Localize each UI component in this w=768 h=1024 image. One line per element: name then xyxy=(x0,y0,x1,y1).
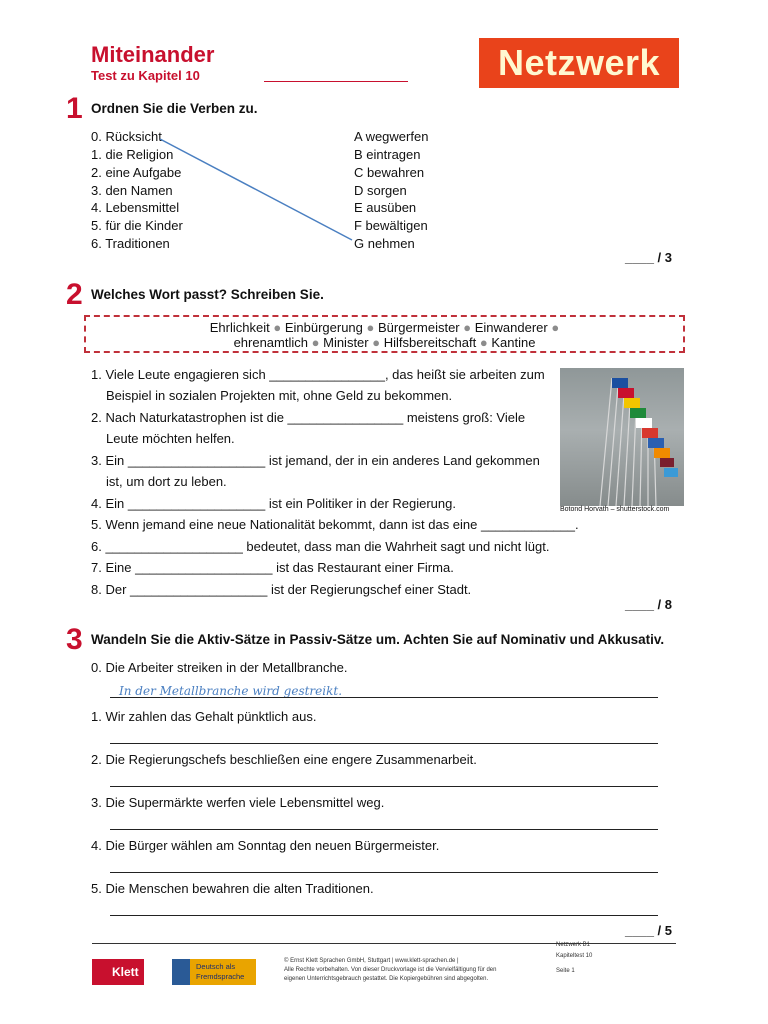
legal-notice xyxy=(284,957,544,984)
example-matching-line xyxy=(160,139,352,240)
bullet-icon: ● xyxy=(551,320,560,335)
bullet-icon: ● xyxy=(273,320,282,335)
left-item: 6. Traditionen xyxy=(91,236,170,251)
answer-line[interactable] xyxy=(110,872,658,873)
word: Ehrlichkeit xyxy=(209,320,270,335)
word: Minister xyxy=(323,335,369,350)
legal-line: Alle Rechte vorbehalten. Von dieser Druckvorlage ist die Vervielfältigung für den xyxy=(284,967,497,973)
klett-logo-text: Klett xyxy=(112,965,139,979)
answer-line[interactable] xyxy=(110,915,658,916)
section-number-2: 2 xyxy=(66,278,83,311)
legal-line: © Ernst Klett Sprachen GmbH, Stuttgart | www.klett-sprachen.de | xyxy=(284,958,459,964)
legal-line: eigenen Unterrichtsgebrauch gestattet. Die Kopiergebühren sind abgegolten. xyxy=(284,976,489,982)
section-instruction-1: Ordnen Sie die Verben zu. xyxy=(91,101,258,116)
daf-logo-line-2: Fremdsprache xyxy=(196,972,245,981)
footer-book-title: Netzwerk B1 xyxy=(556,942,591,948)
gap-sentence: 7. Eine ___________________ ist das Restaurant einer Firma. xyxy=(91,560,454,575)
gap-sentence-continuation: Beispiel in sozialen Projekten mit, ohne Geld zu bekommen. xyxy=(106,388,453,403)
word: Hilfsbereitschaft xyxy=(383,335,477,350)
gap-sentence-continuation: ist, um dort zu leben. xyxy=(106,474,227,489)
word: Bürgermeister xyxy=(378,320,460,335)
klett-logo xyxy=(92,959,144,985)
left-item: 3. den Namen xyxy=(91,183,173,198)
left-item: 0. Rücksicht xyxy=(91,129,162,144)
word-box xyxy=(84,315,685,353)
active-sentence: 1. Wir zahlen das Gehalt pünktlich aus. xyxy=(91,709,317,724)
netzwerk-logo: Netzwerk xyxy=(479,38,679,88)
right-item: B eintragen xyxy=(354,147,421,162)
daf-logo-line-1: Deutsch als xyxy=(196,962,236,971)
answer-line[interactable] xyxy=(110,829,658,830)
active-sentence: 2. Die Regierungschefs beschließen eine engere Zusammenarbeit. xyxy=(91,752,477,767)
section-number-3: 3 xyxy=(66,623,83,656)
right-item: F bewältigen xyxy=(354,218,428,233)
word: Einbürgerung xyxy=(284,320,363,335)
section-instruction-3: Wandeln Sie die Aktiv-Sätze in Passiv-Sätze um. Achten Sie auf Nominativ und Akkusativ. xyxy=(91,632,665,647)
gap-sentence: 8. Der ___________________ ist der Regierungschef einer Stadt. xyxy=(91,582,472,597)
section-instruction-2: Welches Wort passt? Schreiben Sie. xyxy=(91,287,324,302)
right-item: D sorgen xyxy=(354,183,407,198)
footer-test-label: Kapiteltest 10 xyxy=(556,953,593,959)
bullet-icon: ● xyxy=(311,335,320,350)
word-box-line-2 xyxy=(86,335,683,350)
example-answer: In der Metallbranche wird gestreikt. xyxy=(119,684,343,698)
active-sentence: 0. Die Arbeiter streiken in der Metallbranche. xyxy=(91,660,348,675)
bullet-icon: ● xyxy=(372,335,381,350)
daf-logo xyxy=(172,959,256,985)
gap-sentence-continuation: Leute möchten helfen. xyxy=(106,431,235,446)
score-section-1: ____ / 3 xyxy=(625,250,672,265)
photo-credit: Botond Horvath – shutterstock.com xyxy=(560,506,670,513)
footer-page-number: Seite 1 xyxy=(556,968,575,974)
word: Kantine xyxy=(491,335,536,350)
answer-line[interactable] xyxy=(110,743,658,744)
bullet-icon: ● xyxy=(366,320,375,335)
active-sentence: 3. Die Supermärkte werfen viele Lebensmittel weg. xyxy=(91,795,385,810)
score-section-2: ____ / 8 xyxy=(625,597,672,612)
gap-sentence: 1. Viele Leute engagieren sich ________________, das heißt sie arbeiten zum xyxy=(91,367,545,382)
score-section-3: ____ / 5 xyxy=(625,923,672,938)
gap-sentence: 2. Nach Naturkatastrophen ist die ________________ meistens groß: Viele xyxy=(91,410,526,425)
right-item: A wegwerfen xyxy=(354,129,429,144)
gap-sentence: 3. Ein ___________________ ist jemand, der in ein anderes Land gekommen xyxy=(91,453,540,468)
right-item: E ausüben xyxy=(354,200,417,215)
left-item: 2. eine Aufgabe xyxy=(91,165,182,180)
left-item: 4. Lebensmittel xyxy=(91,200,180,215)
answer-line[interactable] xyxy=(110,697,658,698)
flags-illustration xyxy=(560,368,684,506)
bullet-icon: ● xyxy=(479,335,488,350)
flags-photo xyxy=(560,368,684,506)
gap-sentence: 4. Ein ___________________ ist ein Politiker in der Regierung. xyxy=(91,496,456,511)
word-box-line-1 xyxy=(86,320,683,335)
left-item: 5. für die Kinder xyxy=(91,218,183,233)
word: ehrenamtlich xyxy=(233,335,308,350)
matching-lines xyxy=(0,0,768,260)
page-title: Miteinander xyxy=(91,42,215,67)
answer-line[interactable] xyxy=(110,786,658,787)
gap-sentence: 6. ___________________ bedeutet, dass man die Wahrheit sagt und nicht lügt. xyxy=(91,539,550,554)
left-item: 1. die Religion xyxy=(91,147,174,162)
section-number-1: 1 xyxy=(66,92,83,125)
active-sentence: 4. Die Bürger wählen am Sonntag den neuen Bürgermeister. xyxy=(91,838,440,853)
bullet-icon: ● xyxy=(463,320,472,335)
word: Einwanderer xyxy=(474,320,548,335)
right-item: C bewahren xyxy=(354,165,425,180)
active-sentence: 5. Die Menschen bewahren die alten Traditionen. xyxy=(91,881,374,896)
page-subtitle: Test zu Kapitel 10 xyxy=(91,68,200,83)
gap-sentence: 5. Wenn jemand eine neue Nationalität bekommt, dann ist das eine _____________. xyxy=(91,517,579,532)
right-item: G nehmen xyxy=(354,236,415,251)
